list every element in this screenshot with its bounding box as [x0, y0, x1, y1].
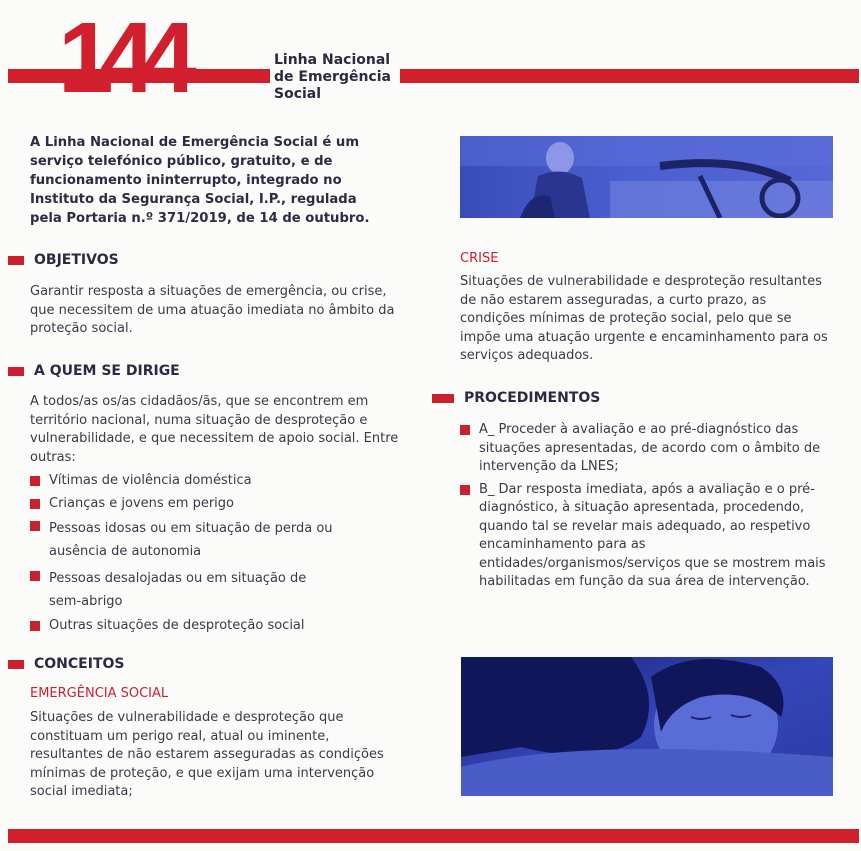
list-item: A_ Proceder à avaliação e ao pré-diagnóstico das situações apresentadas, de acordo com o âmbito de intervenção da LNES; — [460, 421, 832, 477]
list-item: Pessoas idosas ou em situação de perda ou ausência de autonomia — [30, 517, 335, 563]
intro-text: A Linha Nacional de Emergência Social é um serviço telefónico público, gratuito, e de funcionamento ininterrupto, integrado no Instituto da Segurança Social, I.P., regulada pela Portaria n.º 371/2019, de 14 de outubro. — [30, 135, 370, 226]
heading-marker-icon — [8, 660, 24, 669]
emergencia-text: Situações de vulnerabilidade e desproteção que constituam um perigo real, atual ou iminente, resultantes de não estarem asseguradas as condições mínimas de proteção, e que exijam uma intervenção social imediata; — [30, 710, 384, 799]
heading-marker-icon — [8, 256, 24, 265]
emergencia-title: EMERGÊNCIA SOCIAL — [30, 686, 169, 701]
page-title: Linha Nacional de Emergência Social — [274, 52, 391, 102]
logo-144: 144 — [58, 2, 183, 114]
list-item: B_ Dar resposta imediata, após a avaliação e o pré-diagnóstico, à situação apresentada, procedendo, quando tal se revelar mais adequado, ao respetivo encaminhamento para as entidades/organismos/serviços que se mostrem mais habilitadas em função da sua área de intervenção. — [460, 481, 832, 592]
procedimentos-list — [460, 421, 832, 596]
objetivos-heading: OBJETIVOS — [8, 252, 119, 268]
a-quem-list — [30, 472, 335, 640]
crise-title: CRISE — [460, 251, 499, 266]
list-item: Crianças e jovens em perigo — [30, 495, 335, 514]
header-bar-right — [400, 69, 859, 83]
footer-bar — [8, 829, 859, 843]
photo-elderly-woman — [460, 136, 833, 218]
list-item: Vítimas de violência doméstica — [30, 472, 335, 491]
heading-marker-icon — [8, 367, 24, 376]
heading-marker-icon — [432, 394, 454, 403]
conceitos-heading: CONCEITOS — [8, 656, 124, 672]
list-item: Pessoas desalojadas ou em situação de sem-abrigo — [30, 567, 335, 613]
objetivos-text: Garantir resposta a situações de emergência, ou crise, que necessitem de uma atuação imediata no âmbito da proteção social. — [30, 284, 395, 336]
a-quem-text: A todos/as os/as cidadãos/ãs, que se encontrem em território nacional, numa situação de desproteção e vulnerabilidade, e que necessitem de apoio social. Entre outras: — [30, 394, 399, 465]
photo-distressed-person — [461, 657, 833, 796]
a-quem-heading: A QUEM SE DIRIGE — [8, 363, 180, 379]
photo-elderly-woman-image — [460, 136, 833, 218]
list-item: Outras situações de desproteção social — [30, 617, 335, 636]
crise-text: Situações de vulnerabilidade e desproteção resultantes de não estarem asseguradas, a curto prazo, as condições mínimas de proteção social, pelo que se impõe uma atuação urgente e encaminhamento para os serviços adequados. — [460, 274, 828, 363]
procedimentos-heading: PROCEDIMENTOS — [432, 390, 600, 406]
photo-distressed-person-image — [461, 657, 833, 796]
